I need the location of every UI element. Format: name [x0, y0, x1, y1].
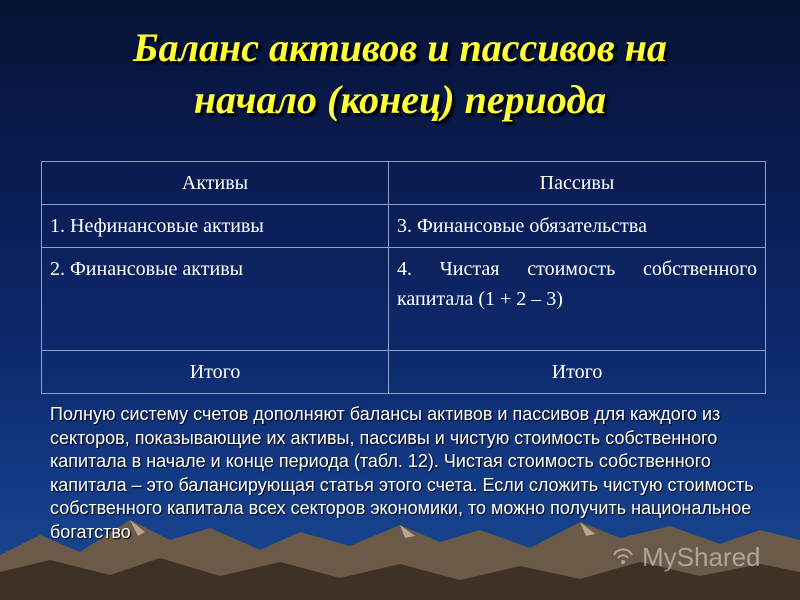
- table-total-row: [42, 351, 766, 394]
- slide-title-line-1: Баланс активов и пассивов на: [133, 25, 667, 70]
- total-liabilities-cell: Итого: [389, 351, 766, 394]
- table-cell: 1. Нефинансовые активы: [42, 205, 389, 248]
- balance-table: [41, 161, 766, 394]
- table-cell: 4. Чистая стоимость собственного капитала (1 + 2 – 3): [389, 248, 766, 351]
- description-paragraph: Полную систему счетов дополняют балансы активов и пассивов для каждого из секторов, показывающие их активы, пассивы и чистую стоимость собственного капитала в начале и конце периода (табл. 12). Чистая стоимость собственного капитала – это балансирующая статья этого счета. Если сложить чистую стоимость собственного капитала всех секторов экономики, то можно получить национальное богатство: [50, 404, 754, 542]
- watermark: [610, 542, 761, 573]
- slide-title: [0, 22, 800, 126]
- table-row: [42, 205, 766, 248]
- table-header-row: [42, 162, 766, 205]
- slide-title-line-2: начало (конец) периода: [193, 77, 607, 122]
- header-assets: Активы: [42, 162, 389, 205]
- header-liabilities: Пассивы: [389, 162, 766, 205]
- table-cell: 2. Финансовые активы: [42, 248, 389, 351]
- table-row: [42, 248, 766, 351]
- total-assets-cell: Итого: [42, 351, 389, 394]
- watermark-text: MyShared: [642, 542, 761, 572]
- wifi-signal-icon: [610, 543, 636, 573]
- table-cell: 3. Финансовые обязательства: [389, 205, 766, 248]
